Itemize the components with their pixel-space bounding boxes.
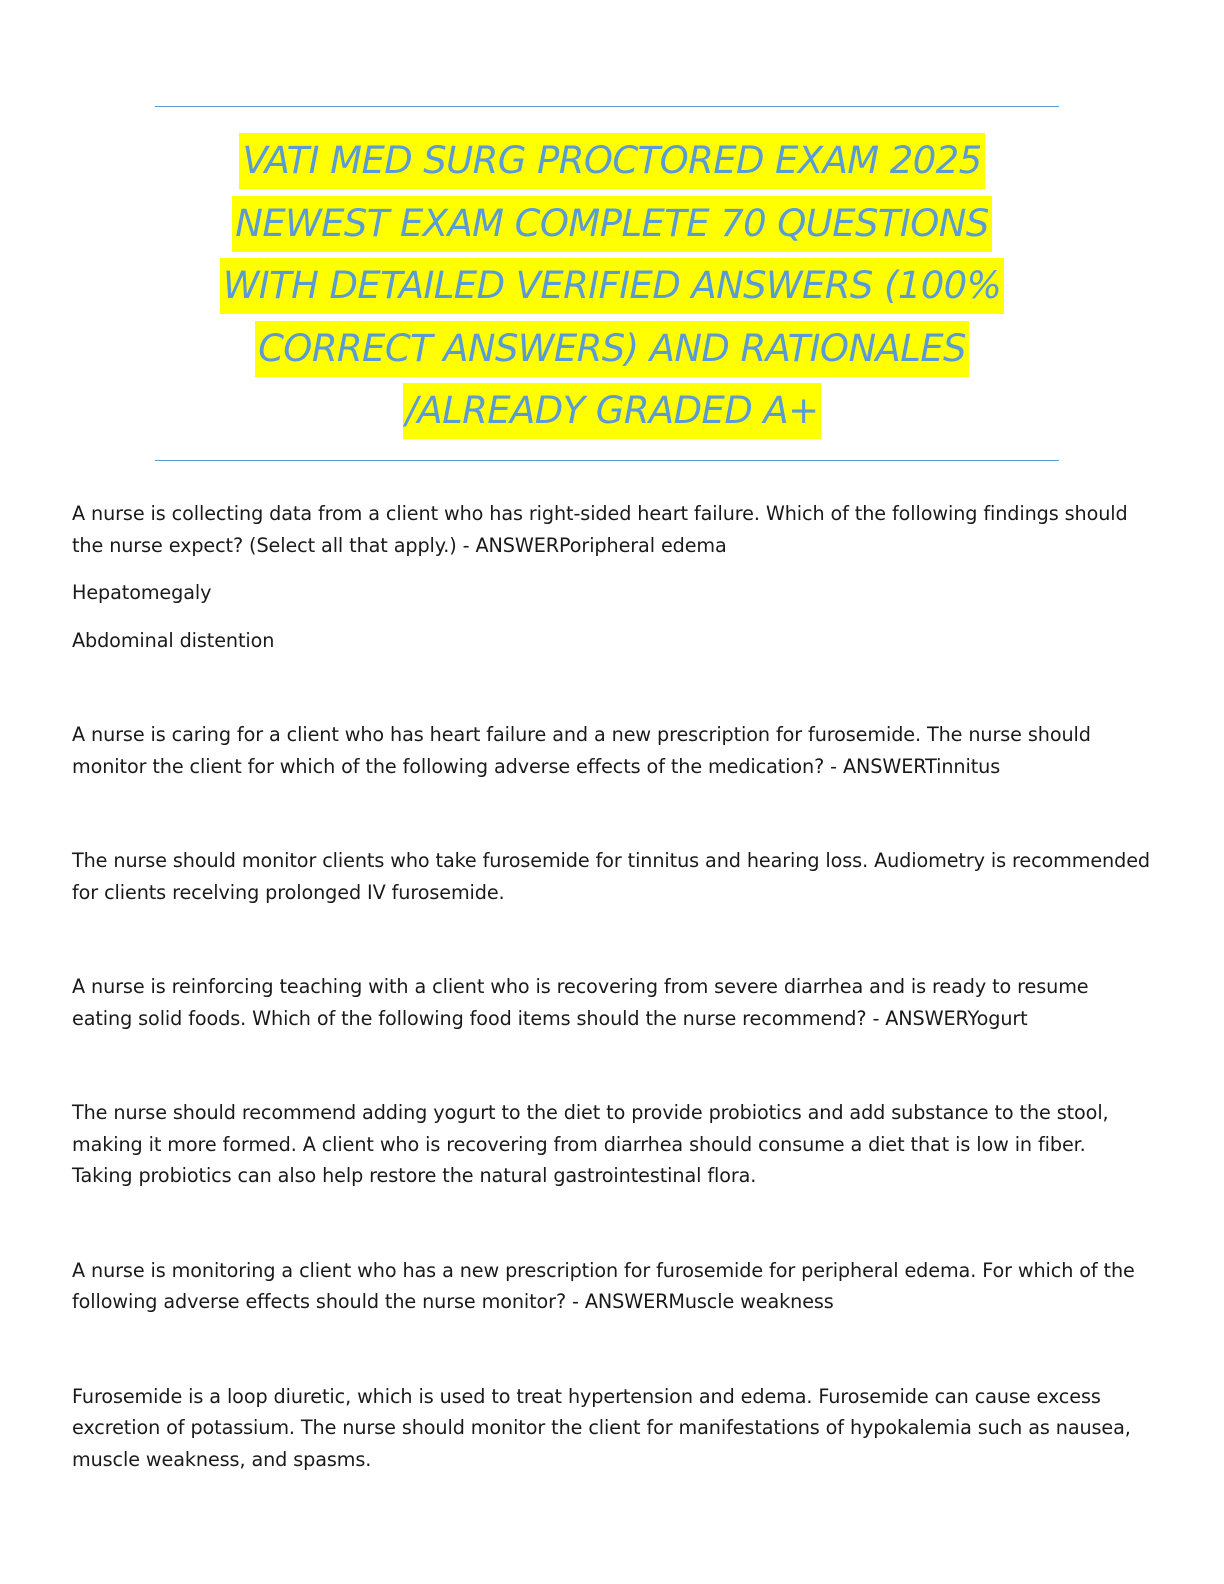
bottom-divider <box>155 460 1059 461</box>
title-line: VATI MED SURG PROCTORED EXAM 2025 <box>239 133 984 189</box>
question-paragraph: A nurse is collecting data from a client who has right-sided heart failure. Which of the following findings should the nurse expect? (Select all that apply.) - ANSWERPoripheral edema <box>72 502 1128 557</box>
question-paragraph: A nurse is caring for a client who has heart failure and a new prescription for furosemide. The nurse should monitor the client for which of the following adverse effects of the medication? - ANSWERTinnitus <box>72 723 1091 778</box>
document-body <box>72 498 1152 1475</box>
answer-item: Abdominal distention <box>72 628 275 652</box>
document-title <box>100 130 1124 443</box>
rationale-paragraph: The nurse should monitor clients who take furosemide for tinnitus and hearing loss. Audiometry is recommended for clients recelving prolonged IV furosemide. <box>72 849 1150 904</box>
question-paragraph: A nurse is monitoring a client who has a new prescription for furosemide for peripheral edema. For which of the following adverse effects should the nurse monitor? - ANSWERMuscle weakness <box>72 1258 1135 1313</box>
title-line: WITH DETAILED VERIFIED ANSWERS (100% <box>220 258 1004 314</box>
title-line: NEWEST EXAM COMPLETE 70 QUESTIONS <box>232 196 991 252</box>
top-divider <box>155 106 1059 107</box>
title-line: CORRECT ANSWERS) AND RATIONALES <box>255 321 969 377</box>
answer-item: Hepatomegaly <box>72 581 212 604</box>
rationale-paragraph: The nurse should recommend adding yogurt to the diet to provide probiotics and add substance to the stool, making it more formed. A client who is recovering from diarrhea should consume a diet that is low in fiber. Taking probiotics can also help restore the natural gastrointestinal flora. <box>72 1101 1109 1187</box>
question-paragraph: A nurse is reinforcing teaching with a client who is recovering from severe diarrhea and is ready to resume eating solid foods. Which of the following food items should the nurse recommend? - ANSWERYogurt <box>72 975 1089 1030</box>
title-line: /ALREADY GRADED A+ <box>403 383 822 439</box>
rationale-paragraph: Furosemide is a loop diuretic, which is used to treat hypertension and edema. Furosemide can cause excess excretion of potassium. The nurse should monitor the client for manifestations of hypokalemia such as nausea, muscle weakness, and spasms. <box>72 1384 1131 1471</box>
